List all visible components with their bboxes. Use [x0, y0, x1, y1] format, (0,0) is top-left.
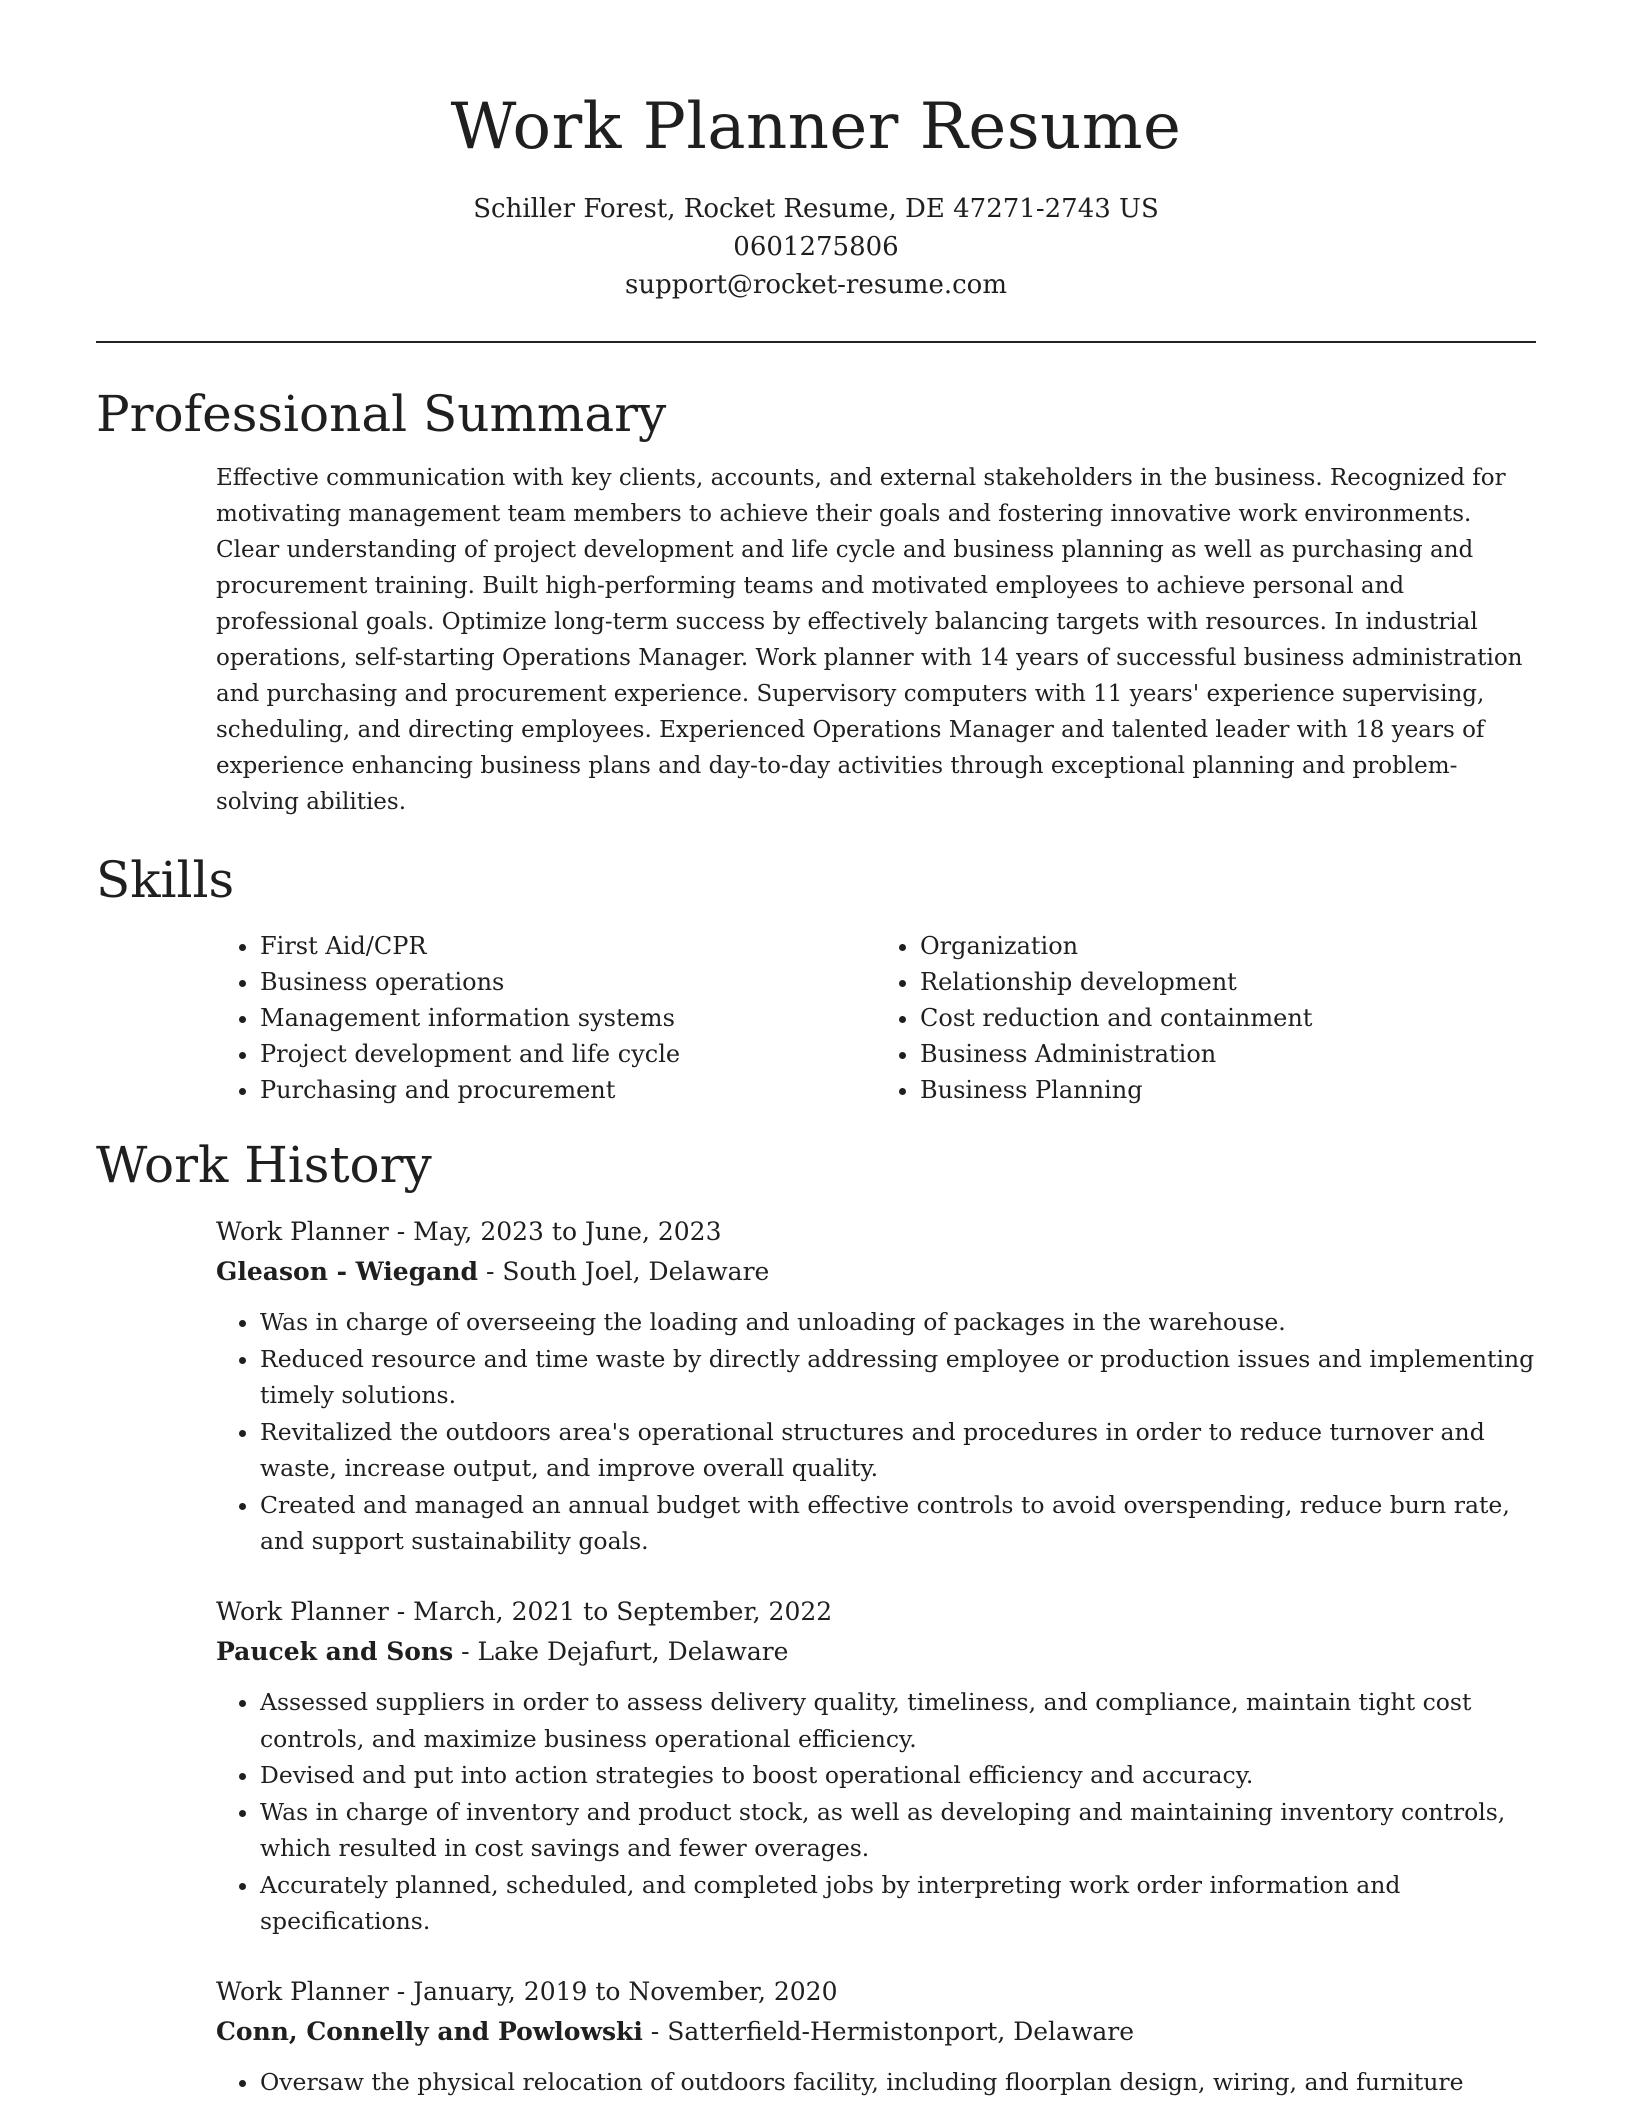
job-title-line: Work Planner - March, 2021 to September, 2022: [216, 1597, 833, 1626]
job-dates: March, 2021 to September, 2022: [413, 1597, 833, 1626]
job-company: Gleason - Wiegand: [216, 1257, 479, 1286]
job-bullet: • Created and managed an annual budget with effective controls to avoid overspending, reduce burn rate, and support sustainability goals.: [260, 1487, 1536, 1560]
job-location: Satterfield-Hermistonport, Delaware: [667, 2017, 1134, 2046]
skill-item: • Relationship development: [920, 964, 1536, 1000]
job-location: Lake Dejafurt, Delaware: [477, 1637, 789, 1666]
job-bullet: • Was in charge of inventory and product stock, as well as developing and maintaining inventory controls, which resulted in cost savings and fewer overages.: [260, 1794, 1536, 1867]
job-title: Work Planner: [216, 1217, 389, 1246]
job-title-line: Work Planner - January, 2019 to November, 2020: [216, 1977, 838, 2006]
skills-list: [216, 928, 1536, 1108]
address: Schiller Forest, Rocket Resume, DE 47271-2743 US: [473, 194, 1159, 224]
job-bullet: • Reduced resource and time waste by directly addressing employee or production issues and implementing timely solutions.: [260, 1341, 1536, 1414]
contact-info: [0, 190, 1632, 304]
job-entry: [216, 1972, 1536, 2101]
job-dates: May, 2023 to June, 2023: [413, 1217, 722, 1246]
job-company-line: Paucek and Sons - Lake Dejafurt, Delaware: [216, 1637, 789, 1666]
skill-item: • Business Administration: [920, 1036, 1536, 1072]
job-dates: January, 2019 to November, 2020: [413, 1977, 838, 2006]
resume-title: Work Planner Resume: [450, 90, 1182, 164]
job-bullets: [216, 1684, 1536, 1940]
job-company-line: Gleason - Wiegand - South Joel, Delaware: [216, 1257, 770, 1286]
job-location: South Joel, Delaware: [502, 1257, 770, 1286]
job-bullet: • Assessed suppliers in order to assess delivery quality, timeliness, and compliance, maintain tight cost controls, and maximize business operational efficiency.: [260, 1684, 1536, 1757]
skills-column-left: [216, 928, 876, 1108]
summary-heading: Professional Summary: [96, 385, 667, 443]
job-bullets: [216, 1304, 1536, 1560]
job-company: Paucek and Sons: [216, 1637, 454, 1666]
skill-item: • Management information systems: [260, 1000, 876, 1036]
job-bullet: • Revitalized the outdoors area's operational structures and procedures in order to reduce turnover and waste, increase output, and improve overall quality.: [260, 1414, 1536, 1487]
header-divider: [96, 341, 1536, 343]
skill-item: • Organization: [920, 928, 1536, 964]
job-entry: [216, 1592, 1536, 1940]
job-title: Work Planner: [216, 1597, 389, 1626]
job-bullet: • Devised and put into action strategies to boost operational efficiency and accuracy.: [260, 1757, 1536, 1794]
phone: 0601275806: [733, 232, 899, 262]
job-company-line: Conn, Connelly and Powlowski - Satterfield-Hermistonport, Delaware: [216, 2017, 1134, 2046]
job-entry: [216, 1212, 1536, 1560]
summary-text: Effective communication with key clients, accounts, and external stakeholders in the business. Recognized for motivating management team members to achieve their goals and fostering innovative work environments. Clear understanding of project development and life cycle and business planning as well as purchasing and procurement training. Built high-performing teams and motivated employees to achieve personal and professional goals. Optimize long-term success by effectively balancing targets with resources. In industrial operations, self-starting Operations Manager. Work planner with 14 years of successful business administration and purchasing and procurement experience. Supervisory computers with 11 years' experience supervising, scheduling, and directing employees. Experienced Operations Manager and talented leader with 18 years of experience enhancing business plans and day-to-day activities through exceptional planning and problem-solving abilities.: [216, 465, 1523, 815]
job-company: Conn, Connelly and Powlowski: [216, 2017, 643, 2046]
job-bullet: • Was in charge of overseeing the loading and unloading of packages in the warehouse.: [260, 1304, 1536, 1341]
skill-item: • Business operations: [260, 964, 876, 1000]
skill-item: • Project development and life cycle: [260, 1036, 876, 1072]
work-history-heading: Work History: [96, 1136, 432, 1194]
job-bullets: [216, 2064, 1536, 2101]
skill-item: • First Aid/CPR: [260, 928, 876, 964]
job-title-line: Work Planner - May, 2023 to June, 2023: [216, 1217, 722, 1246]
skill-item: • Business Planning: [920, 1072, 1536, 1108]
skill-item: • Purchasing and procurement: [260, 1072, 876, 1108]
job-bullet: • Accurately planned, scheduled, and completed jobs by interpreting work order information and specifications.: [260, 1867, 1536, 1940]
skills-heading: Skills: [96, 851, 235, 909]
email: support@rocket-resume.com: [624, 270, 1007, 300]
job-title: Work Planner: [216, 1977, 389, 2006]
resume-header: [0, 0, 1632, 304]
job-bullet: • Oversaw the physical relocation of outdoors facility, including floorplan design, wiring, and furniture: [260, 2064, 1536, 2101]
skill-item: • Cost reduction and containment: [920, 1000, 1536, 1036]
skills-column-right: [876, 928, 1536, 1108]
